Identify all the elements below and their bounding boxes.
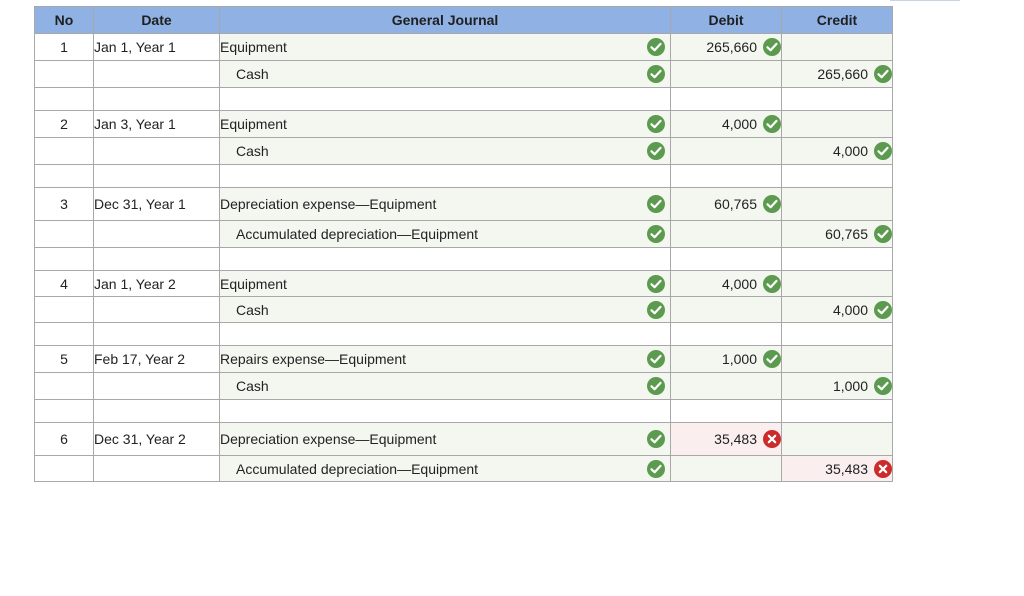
blank-cell: [782, 323, 893, 346]
account-cell[interactable]: [220, 423, 671, 456]
check-circle-icon: [763, 195, 781, 213]
entry-date: [94, 138, 220, 165]
check-circle-icon: [874, 377, 892, 395]
journal-row: [35, 221, 893, 248]
entry-date: Dec 31, Year 2: [94, 423, 220, 456]
journal-row: [35, 346, 893, 373]
blank-cell: [220, 88, 671, 111]
entry-number: [35, 297, 94, 323]
blank-cell: [782, 400, 893, 423]
journal-row: [35, 456, 893, 482]
credit-cell[interactable]: [782, 111, 893, 138]
debit-cell[interactable]: [671, 297, 782, 323]
entry-date: Feb 17, Year 2: [94, 346, 220, 373]
account-name: Accumulated depreciation—Equipment: [236, 460, 479, 477]
account-cell[interactable]: [220, 456, 671, 482]
check-circle-icon: [763, 38, 781, 56]
header-credit: Credit: [782, 7, 893, 34]
account-name: Equipment: [220, 275, 287, 292]
blank-row: [35, 323, 893, 346]
check-circle-icon: [647, 301, 665, 319]
entry-date: Jan 1, Year 1: [94, 34, 220, 61]
check-circle-icon: [647, 225, 665, 243]
account-name: Cash: [236, 143, 269, 159]
entry-number: [35, 138, 94, 165]
check-circle-icon: [647, 65, 665, 83]
credit-cell[interactable]: [782, 423, 893, 456]
blank-cell: [35, 400, 94, 423]
journal-row: [35, 138, 893, 165]
entry-date: [94, 221, 220, 248]
header-row: [35, 7, 893, 34]
header-debit: Debit: [671, 7, 782, 34]
blank-cell: [94, 400, 220, 423]
credit-cell[interactable]: [782, 61, 893, 88]
blank-cell: [94, 165, 220, 188]
blank-cell: [220, 248, 671, 271]
check-circle-icon: [647, 350, 665, 368]
blank-cell: [220, 400, 671, 423]
entry-number: 4: [35, 271, 94, 297]
account-cell[interactable]: [220, 271, 671, 297]
debit-cell[interactable]: [671, 221, 782, 248]
debit-cell[interactable]: [671, 111, 782, 138]
credit-cell[interactable]: [782, 373, 893, 400]
account-cell[interactable]: [220, 34, 671, 61]
debit-cell[interactable]: [671, 373, 782, 400]
journal-row: [35, 61, 893, 88]
check-circle-icon: [763, 275, 781, 293]
debit-amount: 4,000: [721, 116, 757, 133]
debit-amount: 265,660: [706, 39, 757, 56]
check-circle-icon: [874, 65, 892, 83]
check-circle-icon: [874, 142, 892, 160]
account-cell[interactable]: [220, 297, 671, 323]
credit-cell[interactable]: [782, 456, 893, 482]
account-cell[interactable]: [220, 111, 671, 138]
account-name: Cash: [236, 378, 269, 394]
debit-cell[interactable]: [671, 188, 782, 221]
check-circle-icon: [647, 430, 665, 448]
entry-number: [35, 221, 94, 248]
entry-number: 1: [35, 34, 94, 61]
blank-cell: [782, 88, 893, 111]
entry-date: [94, 61, 220, 88]
entry-number: [35, 61, 94, 88]
account-cell[interactable]: [220, 61, 671, 88]
account-name: Accumulated depreciation—Equipment: [236, 226, 479, 242]
credit-amount: 35,483: [825, 460, 868, 477]
x-circle-icon: [874, 460, 892, 478]
entry-date: [94, 297, 220, 323]
check-circle-icon: [647, 275, 665, 293]
journal-row: [35, 297, 893, 323]
entry-date: Jan 1, Year 2: [94, 271, 220, 297]
x-circle-icon: [763, 430, 781, 448]
credit-cell[interactable]: [782, 34, 893, 61]
account-name: Repairs expense—Equipment: [220, 351, 406, 367]
entry-number: [35, 456, 94, 482]
account-cell[interactable]: [220, 346, 671, 373]
credit-cell[interactable]: [782, 188, 893, 221]
blank-cell: [35, 248, 94, 271]
credit-amount: 4,000: [832, 301, 868, 318]
check-circle-icon: [647, 142, 665, 160]
debit-amount: 35,483: [714, 431, 757, 448]
debit-cell[interactable]: [671, 346, 782, 373]
entry-date: Jan 3, Year 1: [94, 111, 220, 138]
blank-cell: [671, 323, 782, 346]
blank-cell: [35, 323, 94, 346]
header-general-journal: General Journal: [220, 7, 671, 34]
entry-date: [94, 456, 220, 482]
blank-cell: [94, 248, 220, 271]
entry-number: 5: [35, 346, 94, 373]
debit-cell[interactable]: [671, 138, 782, 165]
account-cell[interactable]: [220, 221, 671, 248]
blank-cell: [671, 248, 782, 271]
entry-date: [94, 373, 220, 400]
blank-cell: [671, 88, 782, 111]
check-circle-icon: [763, 115, 781, 133]
check-circle-icon: [763, 350, 781, 368]
blank-row: [35, 165, 893, 188]
debit-amount: 4,000: [721, 275, 757, 292]
credit-cell[interactable]: [782, 221, 893, 248]
journal-row: [35, 188, 893, 221]
blank-cell: [671, 165, 782, 188]
blank-cell: [782, 248, 893, 271]
credit-cell[interactable]: [782, 271, 893, 297]
entry-number: 2: [35, 111, 94, 138]
check-circle-icon: [647, 195, 665, 213]
debit-cell[interactable]: [671, 61, 782, 88]
journal-row: [35, 271, 893, 297]
journal-row: [35, 34, 893, 61]
blank-cell: [94, 323, 220, 346]
check-circle-icon: [647, 115, 665, 133]
entry-number: [35, 373, 94, 400]
check-circle-icon: [647, 377, 665, 395]
debit-amount: 1,000: [721, 351, 757, 368]
header-date: Date: [94, 7, 220, 34]
credit-amount: 1,000: [832, 378, 868, 395]
blank-cell: [35, 88, 94, 111]
entry-date: Dec 31, Year 1: [94, 188, 220, 221]
blank-cell: [220, 165, 671, 188]
credit-cell[interactable]: [782, 346, 893, 373]
journal-row: [35, 423, 893, 456]
journal-row: [35, 373, 893, 400]
blank-row: [35, 88, 893, 111]
credit-amount: 60,765: [825, 226, 868, 243]
account-cell[interactable]: [220, 138, 671, 165]
debit-cell[interactable]: [671, 34, 782, 61]
entry-number: 3: [35, 188, 94, 221]
blank-cell: [94, 88, 220, 111]
general-journal-table: [34, 6, 893, 482]
account-name: Cash: [236, 66, 269, 82]
blank-cell: [671, 400, 782, 423]
debit-cell[interactable]: [671, 423, 782, 456]
journal-body: [35, 34, 893, 482]
check-circle-icon: [874, 225, 892, 243]
credit-cell[interactable]: [782, 297, 893, 323]
header-no: No: [35, 7, 94, 34]
account-name: Depreciation expense—Equipment: [220, 196, 437, 212]
check-circle-icon: [874, 301, 892, 319]
account-name: Depreciation expense—Equipment: [220, 431, 437, 447]
credit-amount: 4,000: [832, 143, 868, 160]
credit-cell[interactable]: [782, 138, 893, 165]
top-divider: [890, 0, 960, 3]
blank-row: [35, 248, 893, 271]
check-circle-icon: [647, 460, 665, 478]
account-cell[interactable]: [220, 373, 671, 400]
blank-row: [35, 400, 893, 423]
blank-cell: [35, 165, 94, 188]
blank-cell: [220, 323, 671, 346]
check-circle-icon: [647, 38, 665, 56]
entry-number: 6: [35, 423, 94, 456]
account-name: Equipment: [220, 39, 287, 55]
debit-amount: 60,765: [714, 196, 757, 213]
account-name: Equipment: [220, 116, 287, 132]
debit-cell[interactable]: [671, 271, 782, 297]
account-cell[interactable]: [220, 188, 671, 221]
account-name: Cash: [236, 301, 269, 318]
credit-amount: 265,660: [817, 66, 868, 83]
debit-cell[interactable]: [671, 456, 782, 482]
blank-cell: [782, 165, 893, 188]
journal-row: [35, 111, 893, 138]
